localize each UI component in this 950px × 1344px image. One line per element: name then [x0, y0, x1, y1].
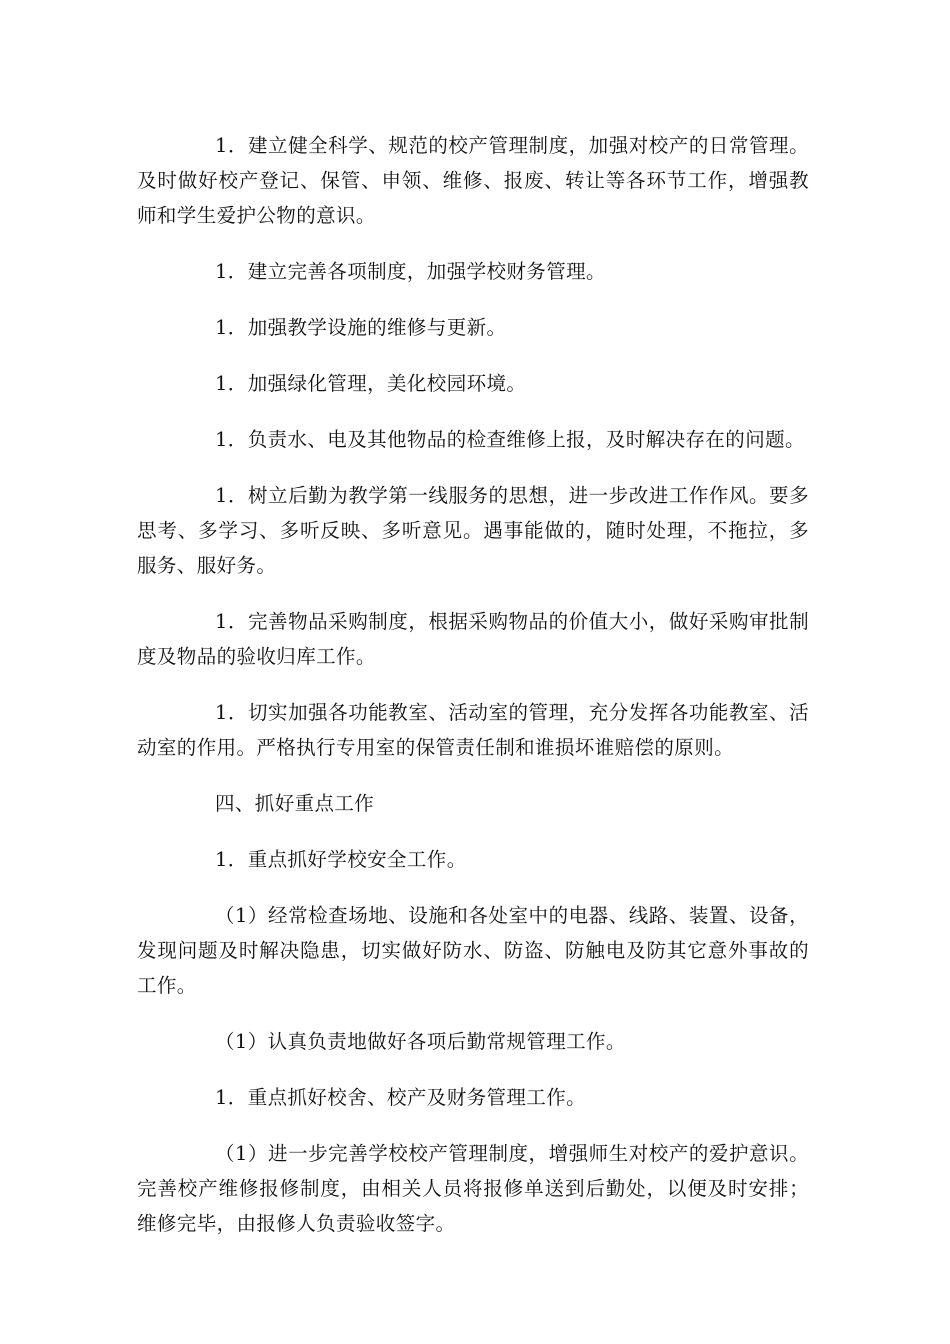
- paragraph-asset-management: 1．建立健全科学、规范的校产管理制度，加强对校产的日常管理。及时做好校产登记、保管、申领、维修、报废、转让等各环节工作，增强教师和学生爱护公物的意识。: [137, 134, 809, 227]
- paragraph-facility-maintenance: 1．加强教学设施的维修与更新。: [215, 316, 507, 339]
- paragraph-function-rooms: 1．切实加强各功能教室、活动室的管理，充分发挥各功能教室、活动室的作用。严格执行专用室的保管责任制和谁损坏谁赔偿的原则。: [137, 701, 809, 759]
- paragraph-greening: 1．加强绿化管理，美化校园环境。: [215, 372, 527, 395]
- paragraph-service-attitude: 1．树立后勤为教学第一线服务的思想，进一步改进工作作风。要多思考、多学习、多听反映、多听意见。遇事能做的，随时处理，不拖拉，多服务、服好务。: [137, 484, 809, 577]
- paragraph-dorm-asset-finance: 1．重点抓好校舍、校产及财务管理工作。: [215, 1086, 587, 1109]
- paragraph-water-electricity: 1．负责水、电及其他物品的检查维修上报，及时解决存在的问题。: [215, 428, 805, 451]
- paragraph-safety-work: 1．重点抓好学校安全工作。: [215, 848, 467, 871]
- paragraph-finance-system: 1．建立完善各项制度，加强学校财务管理。: [215, 260, 606, 283]
- paragraph-safety-inspection: （1）经常检查场地、设施和各处室中的电器、线路、装置、设备，发现问题及时解决隐患，切实做好防水、防盗、防触电及防其它意外事故的工作。: [137, 904, 809, 997]
- section-heading-key-work: 四、抓好重点工作: [215, 792, 375, 815]
- paragraph-routine-management: （1）认真负责地做好各项后勤常规管理工作。: [215, 1030, 626, 1053]
- document-body: [137, 128, 809, 1262]
- paragraph-procurement: 1．完善物品采购制度，根据采购物品的价值大小，做好采购审批制度及物品的验收归库工作。: [137, 610, 809, 668]
- paragraph-repair-system: （1）进一步完善学校校产管理制度，增强师生对校产的爱护意识。完善校产维修报修制度，由相关人员将报修单送到后勤处，以便及时安排；维修完毕，由报修人负责验收签字。: [137, 1142, 809, 1235]
